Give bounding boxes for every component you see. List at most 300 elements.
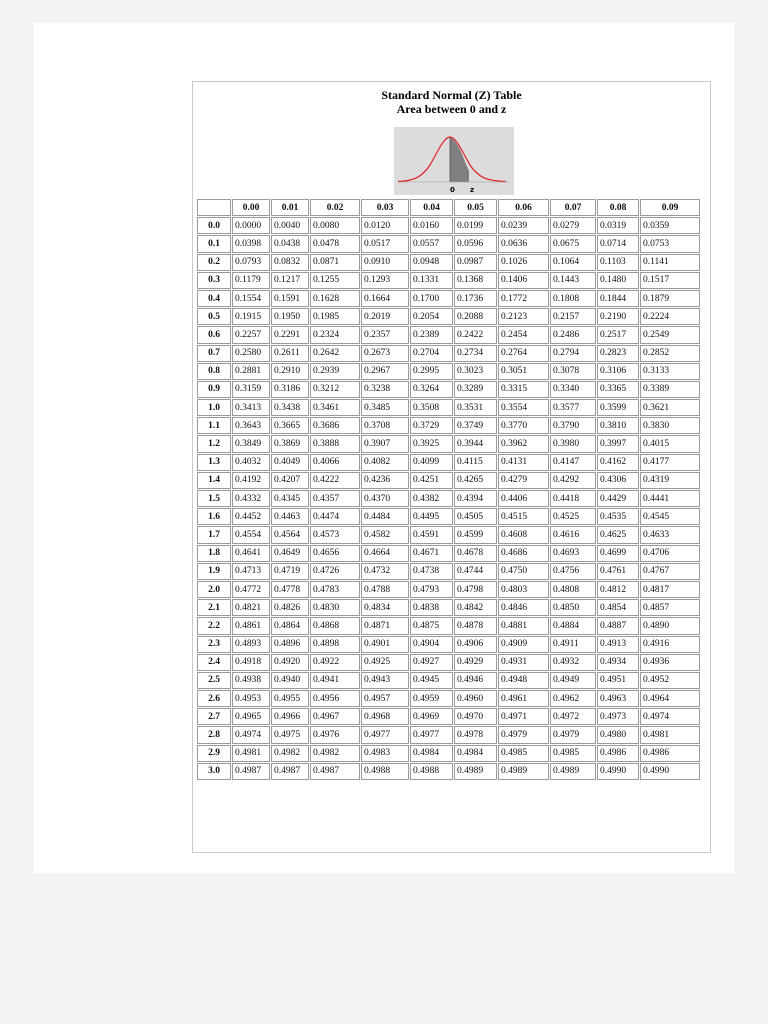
table-cell: 0.4484: [361, 508, 409, 525]
table-row: [197, 472, 700, 489]
table-cell: 0.4943: [361, 672, 409, 689]
table-cell: 0.1141: [640, 254, 700, 271]
table-cell: 0.4922: [310, 654, 360, 671]
table-cell: 0.4990: [597, 763, 639, 780]
table-cell: 0.1736: [454, 290, 497, 307]
table-cell: 0.4345: [271, 490, 309, 507]
table-cell: 0.4938: [232, 672, 270, 689]
table-cell: 0.1255: [310, 272, 360, 289]
table-cell: 0.2422: [454, 326, 497, 343]
table-cell: 0.4941: [310, 672, 360, 689]
table-cell: 0.4357: [310, 490, 360, 507]
table-cell: 0.1331: [410, 272, 453, 289]
table-cell: 0.4878: [454, 617, 497, 634]
table-cell: 0.4699: [597, 545, 639, 562]
table-cell: 0.1808: [550, 290, 596, 307]
table-cell: 0.4756: [550, 563, 596, 580]
table-cell: 0.3962: [498, 435, 549, 452]
table-row: [197, 326, 700, 343]
table-cell: 0.2995: [410, 363, 453, 380]
row-header-z: 0.5: [197, 308, 231, 325]
table-cell: 0.4032: [232, 454, 270, 471]
table-cell: 0.0871: [310, 254, 360, 271]
row-header-z: 1.1: [197, 417, 231, 434]
table-cell: 0.4932: [550, 654, 596, 671]
table-cell: 0.0359: [640, 217, 700, 234]
table-cell: 0.4222: [310, 472, 360, 489]
table-cell: 0.3106: [597, 363, 639, 380]
table-cell: 0.1915: [232, 308, 270, 325]
table-cell: 0.4545: [640, 508, 700, 525]
table-cell: 0.3729: [410, 417, 453, 434]
table-cell: 0.4463: [271, 508, 309, 525]
table-cell: 0.4826: [271, 599, 309, 616]
table-cell: 0.3888: [310, 435, 360, 452]
table-cell: 0.4977: [361, 726, 409, 743]
table-cell: 0.3810: [597, 417, 639, 434]
table-cell: 0.4985: [498, 745, 549, 762]
table-cell: 0.3413: [232, 399, 270, 416]
row-header-z: 1.5: [197, 490, 231, 507]
table-row: [197, 290, 700, 307]
table-cell: 0.0040: [271, 217, 309, 234]
table-cell: 0.3186: [271, 381, 309, 398]
table-row: [197, 254, 700, 271]
table-row: [197, 599, 700, 616]
table-cell: 0.4207: [271, 472, 309, 489]
table-cell: 0.2257: [232, 326, 270, 343]
table-cell: 0.4265: [454, 472, 497, 489]
header-row: [197, 199, 700, 216]
table-cell: 0.2823: [597, 345, 639, 362]
table-cell: 0.1217: [271, 272, 309, 289]
table-cell: 0.4960: [454, 690, 497, 707]
row-header-z: 2.8: [197, 726, 231, 743]
table-cell: 0.4452: [232, 508, 270, 525]
table-row: [197, 581, 700, 598]
table-cell: 0.4969: [410, 708, 453, 725]
table-cell: 0.3289: [454, 381, 497, 398]
table-cell: 0.2704: [410, 345, 453, 362]
table-cell: 0.3461: [310, 399, 360, 416]
row-header-z: 2.2: [197, 617, 231, 634]
table-row: [197, 399, 700, 416]
table-cell: 0.0120: [361, 217, 409, 234]
table-cell: 0.4838: [410, 599, 453, 616]
normal-curve-icon: [394, 127, 514, 195]
table-cell: 0.4798: [454, 581, 497, 598]
table-cell: 0.4931: [498, 654, 549, 671]
table-cell: 0.0319: [597, 217, 639, 234]
table-cell: 0.4901: [361, 636, 409, 653]
table-cell: 0.4911: [550, 636, 596, 653]
table-row: [197, 690, 700, 707]
row-header-z: 2.3: [197, 636, 231, 653]
table-cell: 0.4803: [498, 581, 549, 598]
page-subtitle: Area between 0 and z: [396, 102, 507, 116]
table-cell: 0.4778: [271, 581, 309, 598]
table-row: [197, 345, 700, 362]
row-header-z: 0.4: [197, 290, 231, 307]
table-cell: 0.4495: [410, 508, 453, 525]
table-cell: 0.1443: [550, 272, 596, 289]
row-header-z: 2.1: [197, 599, 231, 616]
table-cell: 0.0239: [498, 217, 549, 234]
table-cell: 0.4974: [232, 726, 270, 743]
z-table: [196, 198, 701, 781]
table-cell: 0.4649: [271, 545, 309, 562]
row-header-z: 2.0: [197, 581, 231, 598]
table-cell: 0.4857: [640, 599, 700, 616]
table-cell: 0.4970: [454, 708, 497, 725]
table-cell: 0.4893: [232, 636, 270, 653]
table-row: [197, 545, 700, 562]
table-cell: 0.3944: [454, 435, 497, 452]
table-row: [197, 363, 700, 380]
table-cell: 0.4099: [410, 454, 453, 471]
table-cell: 0.3531: [454, 399, 497, 416]
table-cell: 0.4988: [361, 763, 409, 780]
table-cell: 0.2486: [550, 326, 596, 343]
table-cell: 0.2967: [361, 363, 409, 380]
table-cell: 0.4936: [640, 654, 700, 671]
row-header-z: 2.6: [197, 690, 231, 707]
shaded-area: [450, 138, 469, 183]
table-cell: 0.4505: [454, 508, 497, 525]
table-cell: 0.4049: [271, 454, 309, 471]
table-row: [197, 672, 700, 689]
table-cell: 0.4975: [271, 726, 309, 743]
table-cell: 0.4983: [361, 745, 409, 762]
table-cell: 0.4591: [410, 526, 453, 543]
row-header-z: 1.4: [197, 472, 231, 489]
table-cell: 0.3665: [271, 417, 309, 434]
table-cell: 0.4535: [597, 508, 639, 525]
table-cell: 0.4868: [310, 617, 360, 634]
table-row: [197, 636, 700, 653]
table-cell: 0.3770: [498, 417, 549, 434]
table-cell: 0.3023: [454, 363, 497, 380]
row-header-z: 1.2: [197, 435, 231, 452]
table-cell: 0.0910: [361, 254, 409, 271]
table-cell: 0.0478: [310, 235, 360, 252]
table-cell: 0.4719: [271, 563, 309, 580]
table-row: [197, 235, 700, 252]
table-cell: 0.4732: [361, 563, 409, 580]
table-cell: 0.4980: [597, 726, 639, 743]
table-cell: 0.4951: [597, 672, 639, 689]
table-cell: 0.4633: [640, 526, 700, 543]
row-header-z: 0.0: [197, 217, 231, 234]
table-cell: 0.0832: [271, 254, 309, 271]
z-label: z: [470, 186, 475, 194]
table-cell: 0.4887: [597, 617, 639, 634]
table-cell: 0.4772: [232, 581, 270, 598]
table-cell: 0.3749: [454, 417, 497, 434]
row-header-z: 0.3: [197, 272, 231, 289]
table-cell: 0.3133: [640, 363, 700, 380]
table-cell: 0.3315: [498, 381, 549, 398]
table-cell: 0.4982: [271, 745, 309, 762]
table-cell: 0.4474: [310, 508, 360, 525]
table-cell: 0.1517: [640, 272, 700, 289]
table-cell: 0.2611: [271, 345, 309, 362]
table-cell: 0.4616: [550, 526, 596, 543]
table-cell: 0.4713: [232, 563, 270, 580]
table-cell: 0.3554: [498, 399, 549, 416]
table-cell: 0.4948: [498, 672, 549, 689]
row-header-z: 0.6: [197, 326, 231, 343]
table-cell: 0.4881: [498, 617, 549, 634]
table-cell: 0.4608: [498, 526, 549, 543]
table-cell: 0.0517: [361, 235, 409, 252]
table-row: [197, 490, 700, 507]
table-cell: 0.2734: [454, 345, 497, 362]
table-cell: 0.4949: [550, 672, 596, 689]
table-cell: 0.4850: [550, 599, 596, 616]
column-header: 0.01: [271, 199, 309, 216]
row-header-z: 2.4: [197, 654, 231, 671]
table-cell: 0.3508: [410, 399, 453, 416]
z-table-body: [197, 217, 700, 780]
table-cell: 0.1179: [232, 272, 270, 289]
table-cell: 0.4554: [232, 526, 270, 543]
column-header: 0.06: [498, 199, 549, 216]
table-cell: 0.4625: [597, 526, 639, 543]
table-cell: 0.1103: [597, 254, 639, 271]
table-cell: 0.2517: [597, 326, 639, 343]
table-row: [197, 745, 700, 762]
table-cell: 0.4875: [410, 617, 453, 634]
table-cell: 0.2389: [410, 326, 453, 343]
table-cell: 0.4678: [454, 545, 497, 562]
table-cell: 0.4162: [597, 454, 639, 471]
table-cell: 0.1772: [498, 290, 549, 307]
table-cell: 0.4441: [640, 490, 700, 507]
table-cell: 0.3925: [410, 435, 453, 452]
table-cell: 0.4292: [550, 472, 596, 489]
row-header-z: 2.5: [197, 672, 231, 689]
table-cell: 0.4979: [498, 726, 549, 743]
table-cell: 0.4987: [271, 763, 309, 780]
table-cell: 0.2939: [310, 363, 360, 380]
table-row: [197, 526, 700, 543]
table-cell: 0.4236: [361, 472, 409, 489]
table-cell: 0.1480: [597, 272, 639, 289]
z-table-panel: [192, 81, 711, 853]
table-cell: 0.2852: [640, 345, 700, 362]
table-cell: 0.3340: [550, 381, 596, 398]
table-cell: 0.4177: [640, 454, 700, 471]
table-cell: 0.4918: [232, 654, 270, 671]
table-cell: 0.2673: [361, 345, 409, 362]
table-cell: 0.4671: [410, 545, 453, 562]
table-cell: 0.4319: [640, 472, 700, 489]
table-cell: 0.4929: [454, 654, 497, 671]
table-cell: 0.4821: [232, 599, 270, 616]
table-cell: 0.4966: [271, 708, 309, 725]
table-cell: 0.2764: [498, 345, 549, 362]
table-cell: 0.4515: [498, 508, 549, 525]
table-cell: 0.4082: [361, 454, 409, 471]
table-cell: 0.4982: [310, 745, 360, 762]
table-cell: 0.4972: [550, 708, 596, 725]
table-row: [197, 763, 700, 780]
table-cell: 0.3790: [550, 417, 596, 434]
row-header-z: 0.7: [197, 345, 231, 362]
row-header-z: 1.3: [197, 454, 231, 471]
table-cell: 0.3849: [232, 435, 270, 452]
table-cell: 0.1064: [550, 254, 596, 271]
table-cell: 0.3869: [271, 435, 309, 452]
table-cell: 0.4830: [310, 599, 360, 616]
table-cell: 0.1554: [232, 290, 270, 307]
table-cell: 0.0753: [640, 235, 700, 252]
table-cell: 0.3485: [361, 399, 409, 416]
table-cell: 0.4906: [454, 636, 497, 653]
row-header-z: 1.8: [197, 545, 231, 562]
table-cell: 0.4985: [550, 745, 596, 762]
table-cell: 0.0948: [410, 254, 453, 271]
table-cell: 0.4955: [271, 690, 309, 707]
table-cell: 0.4984: [454, 745, 497, 762]
column-header: 0.09: [640, 199, 700, 216]
column-header: 0.08: [597, 199, 639, 216]
table-cell: 0.4641: [232, 545, 270, 562]
table-cell: 0.4989: [454, 763, 497, 780]
table-cell: 0.3980: [550, 435, 596, 452]
table-cell: 0.1664: [361, 290, 409, 307]
table-cell: 0.1406: [498, 272, 549, 289]
table-cell: 0.1985: [310, 308, 360, 325]
table-cell: 0.2881: [232, 363, 270, 380]
table-cell: 0.4967: [310, 708, 360, 725]
table-cell: 0.3438: [271, 399, 309, 416]
table-row: [197, 308, 700, 325]
table-cell: 0.4920: [271, 654, 309, 671]
table-cell: 0.0000: [232, 217, 270, 234]
table-cell: 0.4429: [597, 490, 639, 507]
page-sheet: [34, 23, 734, 873]
table-cell: 0.4987: [310, 763, 360, 780]
table-row: [197, 508, 700, 525]
table-row: [197, 454, 700, 471]
table-cell: 0.3907: [361, 435, 409, 452]
table-cell: 0.4965: [232, 708, 270, 725]
table-cell: 0.4986: [640, 745, 700, 762]
table-cell: 0.4904: [410, 636, 453, 653]
table-cell: 0.4582: [361, 526, 409, 543]
table-cell: 0.4564: [271, 526, 309, 543]
row-header-z: 1.7: [197, 526, 231, 543]
table-cell: 0.4988: [410, 763, 453, 780]
table-cell: 0.0398: [232, 235, 270, 252]
table-cell: 0.1950: [271, 308, 309, 325]
table-cell: 0.4962: [550, 690, 596, 707]
table-cell: 0.4979: [550, 726, 596, 743]
table-cell: 0.2054: [410, 308, 453, 325]
row-header-z: 0.8: [197, 363, 231, 380]
table-cell: 0.4192: [232, 472, 270, 489]
table-cell: 0.3621: [640, 399, 700, 416]
table-cell: 0.4306: [597, 472, 639, 489]
table-cell: 0.4925: [361, 654, 409, 671]
table-cell: 0.4656: [310, 545, 360, 562]
table-cell: 0.4854: [597, 599, 639, 616]
table-cell: 0.4332: [232, 490, 270, 507]
table-cell: 0.4986: [597, 745, 639, 762]
table-cell: 0.4750: [498, 563, 549, 580]
table-cell: 0.4913: [597, 636, 639, 653]
table-cell: 0.4896: [271, 636, 309, 653]
table-cell: 0.4525: [550, 508, 596, 525]
table-cell: 0.4788: [361, 581, 409, 598]
table-cell: 0.2019: [361, 308, 409, 325]
table-cell: 0.4884: [550, 617, 596, 634]
column-header: 0.03: [361, 199, 409, 216]
table-cell: 0.4976: [310, 726, 360, 743]
row-header-z: 0.2: [197, 254, 231, 271]
table-cell: 0.2190: [597, 308, 639, 325]
normal-curve-figure: [394, 127, 514, 195]
table-row: [197, 272, 700, 289]
table-cell: 0.3708: [361, 417, 409, 434]
table-cell: 0.3830: [640, 417, 700, 434]
table-cell: 0.2357: [361, 326, 409, 343]
table-cell: 0.2794: [550, 345, 596, 362]
table-cell: 0.4984: [410, 745, 453, 762]
table-cell: 0.1293: [361, 272, 409, 289]
table-cell: 0.4686: [498, 545, 549, 562]
table-cell: 0.4952: [640, 672, 700, 689]
table-cell: 0.4940: [271, 672, 309, 689]
table-cell: 0.4974: [640, 708, 700, 725]
table-cell: 0.4147: [550, 454, 596, 471]
table-cell: 0.2910: [271, 363, 309, 380]
table-cell: 0.2123: [498, 308, 549, 325]
table-cell: 0.2088: [454, 308, 497, 325]
table-cell: 0.4664: [361, 545, 409, 562]
table-cell: 0.4956: [310, 690, 360, 707]
row-header-z: 1.0: [197, 399, 231, 416]
table-cell: 0.4971: [498, 708, 549, 725]
table-cell: 0.0160: [410, 217, 453, 234]
column-header: 0.00: [232, 199, 270, 216]
table-cell: 0.4916: [640, 636, 700, 653]
table-cell: 0.4834: [361, 599, 409, 616]
table-cell: 0.4382: [410, 490, 453, 507]
table-cell: 0.4964: [640, 690, 700, 707]
table-cell: 0.4871: [361, 617, 409, 634]
table-cell: 0.4990: [640, 763, 700, 780]
corner-cell: [197, 199, 231, 216]
table-cell: 0.4977: [410, 726, 453, 743]
table-cell: 0.3078: [550, 363, 596, 380]
table-cell: 0.4968: [361, 708, 409, 725]
row-header-z: 2.9: [197, 745, 231, 762]
table-cell: 0.4783: [310, 581, 360, 598]
table-row: [197, 381, 700, 398]
row-header-z: 1.9: [197, 563, 231, 580]
table-cell: 0.4394: [454, 490, 497, 507]
table-cell: 0.4963: [597, 690, 639, 707]
table-cell: 0.1026: [498, 254, 549, 271]
row-header-z: 3.0: [197, 763, 231, 780]
table-cell: 0.4599: [454, 526, 497, 543]
table-cell: 0.4370: [361, 490, 409, 507]
column-header: 0.05: [454, 199, 497, 216]
table-cell: 0.4945: [410, 672, 453, 689]
